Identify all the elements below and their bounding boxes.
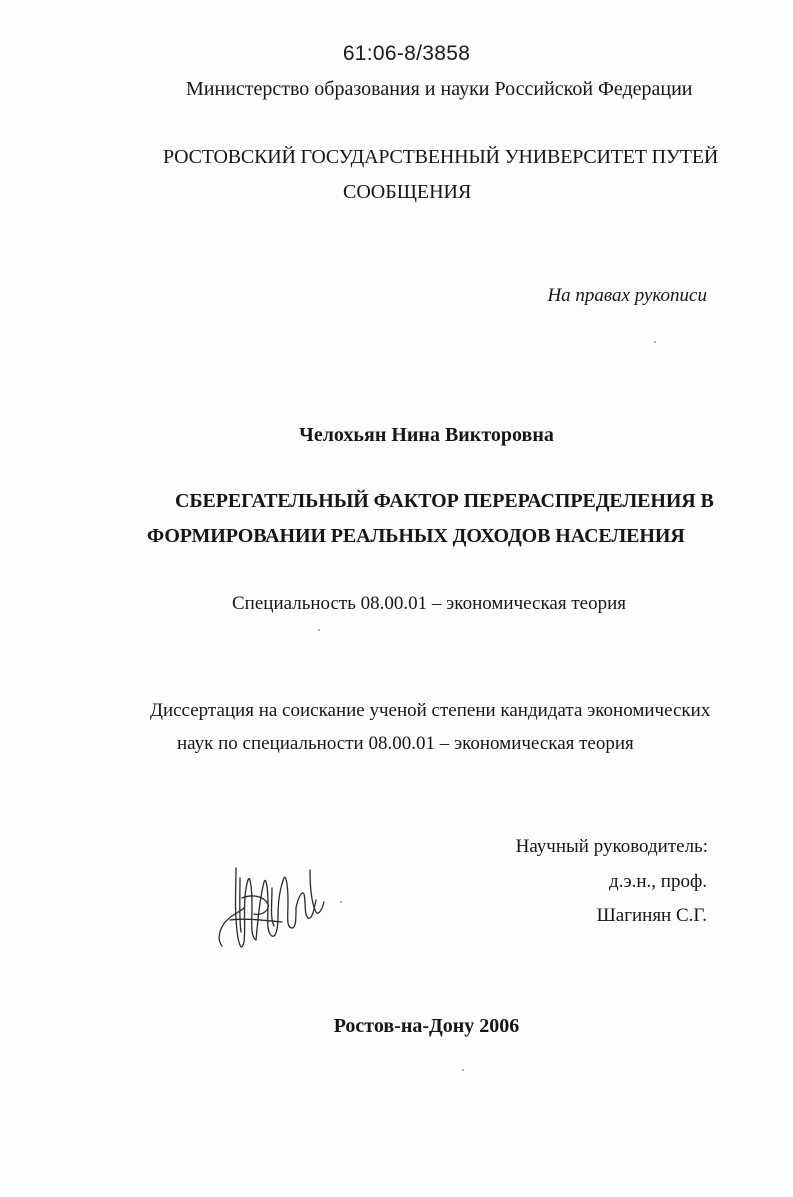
- dissertation-statement-line2: наук по специальности 08.00.01 – экономическая теория: [177, 733, 634, 754]
- university-name-line2: СООБЩЕНИЯ: [343, 181, 472, 203]
- handwritten-signature-icon: [212, 858, 330, 958]
- supervisor-degree: д.э.н., проф.: [609, 871, 707, 892]
- scan-speck: [462, 1069, 464, 1071]
- thesis-title-line2: ФОРМИРОВАНИИ РЕАЛЬНЫХ ДОХОДОВ НАСЕЛЕНИЯ: [147, 525, 685, 547]
- dissertation-statement-line1: Диссертация на соискание ученой степени кандидата экономических: [150, 700, 711, 721]
- thesis-title-line1: СБЕРЕГАТЕЛЬНЫЙ ФАКТОР ПЕРЕРАСПРЕДЕЛЕНИЯ В: [175, 490, 714, 512]
- scan-speck: [340, 901, 342, 903]
- supervisor-name: Шагинян С.Г.: [596, 905, 707, 926]
- scan-speck: [654, 341, 656, 343]
- university-name-line1: РОСТОВСКИЙ ГОСУДАРСТВЕННЫЙ УНИВЕРСИТЕТ ПУТЕЙ: [163, 146, 719, 168]
- supervisor-label: Научный руководитель:: [515, 836, 708, 857]
- city-year: Ростов-на-Дону 2006: [333, 1015, 520, 1037]
- specialty-line: Специальность 08.00.01 – экономическая теория: [232, 593, 626, 614]
- ministry-heading: Министерство образования и науки Российской Федерации: [186, 78, 693, 100]
- author-name: Челохьян Нина Викторовна: [299, 424, 554, 446]
- catalog-code: 61:06-8/3858: [342, 42, 471, 65]
- manuscript-note: На правах рукописи: [547, 285, 707, 306]
- scan-speck: [318, 629, 320, 631]
